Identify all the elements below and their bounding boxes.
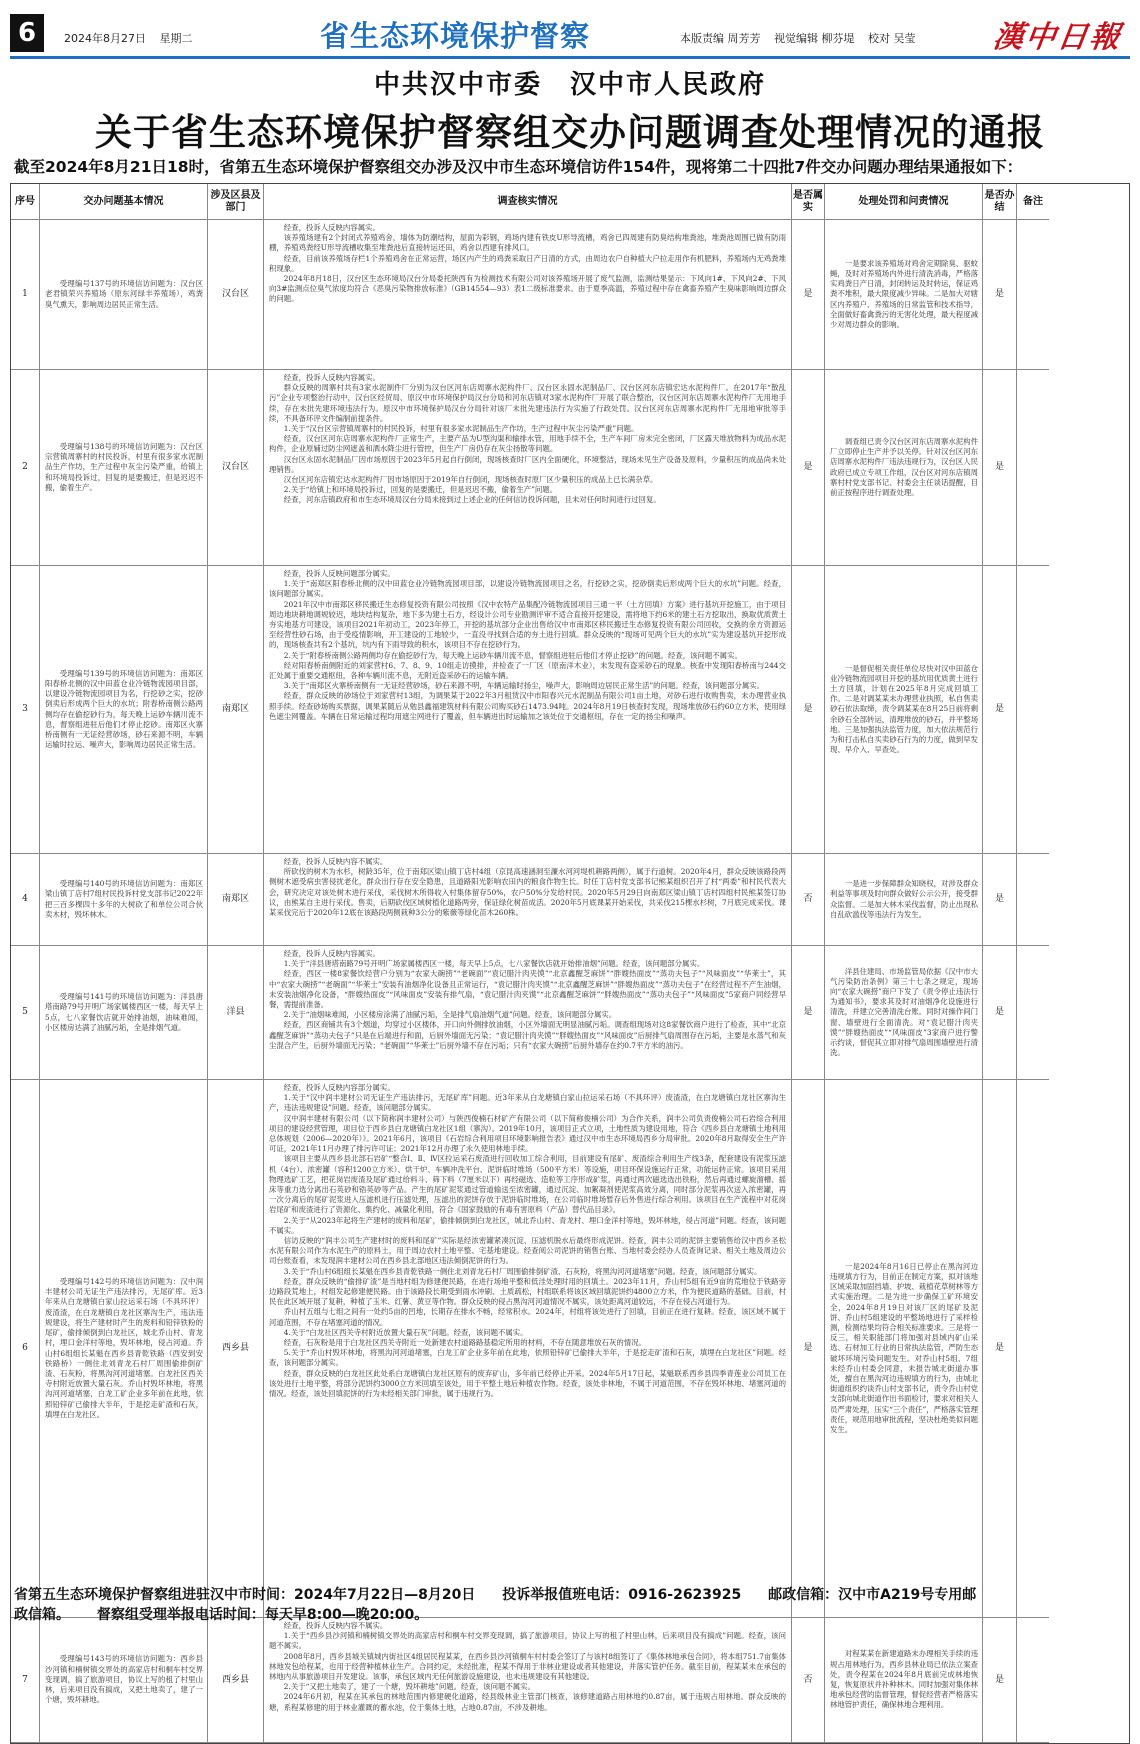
row-number: 3	[11, 566, 40, 854]
closed-flag: 是	[983, 854, 1017, 946]
remarks	[1017, 220, 1049, 370]
handling	[825, 1080, 983, 1618]
findings-paragraph: 1.关于“南郑区阳春桥北侧的汉中田蓝仓业冷链物流园项目部，以建设冷链物流园项目之名，行挖砂之实，挖砂倒卖后形成两个巨大的水坑”问题。经查，该问题部分属实。	[269, 579, 786, 599]
findings-paragraph: 汉中润丰建材有限公司（以下简称润丰建材公司）与陕西俊楠石材矿产有限公司（以下简称俊楠公司）为合作关系，润丰公司负责俊楠公司石岩综合利用项目的建设经营管理，项目位于西乡县白龙塘镇白龙社区1组（寨沟）。2019年10月，该项目正式立项，土地性质为建设用地，符合《西乡县白龙塘镇土地利用总体规划（2006—2020年）》。2021年6月，该项目《石岩综合利用项目环境影响报告表》通过汉中市生态环境局西乡分局审批。2020年8月取得安全生产许可证，2021年11月办理了排污许可证；2021年12月办理了永久使用林地手续。	[269, 1113, 787, 1154]
issue-date: 2024年8月27日	[64, 32, 146, 45]
header-handling: 处理处罚和问责情况	[825, 184, 983, 220]
district: 汉台区	[208, 370, 264, 566]
findings-paragraph: 经查，西区商铺共有3个烟道，均穿过小区楼体，开口向外侧排放油烟，小区外墙面无明显油腻污垢。调查组现场对这8家餐饮商户进行了检查，其中“北京鑫醒芝麻饼”“蒸功夫包子”只是在后端进行和面，后厨外墙面无污染；“袁记腊汁肉夹馍”“胖嫂热面皮”“风味面皮”后厨排气扇周围存在污垢，主要是水蒸气和灰尘混合产生，后厨外墙面无污染；“老碗面”“华莱士”后厨外墙不存在污垢；只有“农家大碗捞”后厨外墙存在约0.7平方米的油污。	[269, 1020, 786, 1050]
header-closed: 是否办结	[983, 184, 1017, 220]
issue-text: 受理编号138号的环境信访问题为：汉台区宗营镇周寨村的村民投诉，村里有很多家水泥制品生产作坊，生产过程中灰尘污染严重，给镇上和环境局投诉过，回复的是要搬迁，但是迟迟不搬，偷着生产。	[45, 441, 203, 492]
verified-flag: 是	[792, 566, 825, 854]
district: 洋县	[208, 946, 264, 1080]
visual-editor-credit: 视觉编辑 柳芬堤	[774, 32, 855, 45]
verified-flag: 是	[792, 220, 825, 370]
header-remarks: 备注	[1017, 184, 1049, 220]
remarks	[1017, 566, 1049, 854]
handling	[825, 1618, 983, 1743]
issue-description	[40, 1080, 208, 1618]
footer-mailbox: 邮政信箱：汉中市A219号专用邮	[768, 1587, 977, 1603]
findings-paragraph: 2021年汉中市南郑区移民搬迁生态修复投资有限公司按照《汉中农特产品集配冷链物流园项目三通一平（土方回填）方案》进行基坑开挖施工，由于项目周边地块耕地调规较迟，地块结构复杂，地下多为建土石方，经设计公司专业勘测评审不适合直接开挖建设，需将地下约6米的建土石方挖取出，换取优质黄土夯实地基方可建设，该项目2021年初动工，2023年停工，开挖的基坑部分企业出售给汉中市南郑区移民搬迁生态修复投资有限公司回收，交换的余方资源运至经营性砂石场，由于受疫情影响，开工建设的工地较少，一直没寻找到合适的夯土进行回填。群众反映的“现场可见两个巨大的水坑”实为建设基坑开挖形成的，现场核查共有2个基坑，坑内有下雨导致的积水，该项目不存在挖砂行为。	[269, 599, 786, 650]
findings-paragraph: 3.关于“南郑区火寨桥南侧有一无证经营砂场，砂石来源不明，车辆运输时扬尘，噪声大，影响周边居民正常生活”的问题。经查，该问题部分属实。	[283, 681, 765, 691]
table-body	[11, 220, 1129, 1743]
findings-paragraph: 2024年6月初，程某在其承包的林地范围内修建硬化道路，经县级林业主管部门核查，该修建道路占用林地约0.87亩，属于违规占用林地。群众反映的塘，系程某修建的用于林业灌溉的蓄水池，位于集体土地，占地0.87亩，不涉及耕地。	[269, 1692, 786, 1712]
findings-paragraph: 经查，投诉人反映内容不属实。	[283, 1621, 388, 1630]
issue-text: 受理编号137号的环境信访问题为：汉台区老君镇荣兴养殖场（原东河绿丰养殖场），鸡粪臭气熏天，影响周边居民正常生活。	[45, 279, 203, 309]
findings-paragraph: 2024年8月18日，汉台区生态环境局汉台分局委托陕西有为检测技术有限公司对该养殖场开展了废气监测，监测结果显示：下风向1#、下风向2#、下风向3#监测点位臭气浓度均符合《恶臭污染物排放标准》（GB14554—93）表1二级标准要求。由于夏季高温，养殖过程中存在禽畜养殖产生臭味影响周边群众的问题。	[269, 274, 786, 304]
handling-text: 一是要求该养殖场对鸡舍定期除臭、驱蚊蝇，及时对养殖场内外进行清洗消毒，严格落实鸡粪日产日清，封闭转运及时转运，保证鸡粪不堆积，最大限度减少异味。二是加大对辖区内养殖户、养殖场的日常监管和技术指导，全面做好畜禽粪污的无害化处理，最大程度减少对周边群众的影响。	[830, 258, 978, 329]
findings	[264, 1618, 792, 1743]
findings	[264, 566, 792, 854]
masthead-rule	[10, 56, 1130, 59]
header-no: 序号	[11, 184, 40, 220]
findings-paragraph: 经查，西区一楼8家餐饮经营户分别为“农家大碗捞”“老碗面”“袁记腊汁肉夹馍”“北京鑫醒芝麻饼”“胖嫂热面皮”“蒸功夫包子”“风味面皮”“华莱士”，其中“农家大碗捞”“老碗面”“华莱士”安装有油烟净化设备且正常运行，“袁记腊汁肉夹馍”“北京鑫醒芝麻饼”“胖嫂热面皮”“蒸功夫包子”在经营过程不产生油烟，未安装油烟净化设备，“胖嫂热面皮”“风味面皮”安装有排气扇，“袁记腊汁肉夹馍”“北京鑫醒芝麻饼”“胖嫂热面皮”“蒸功夫包子”“风味面皮”5家商户同经营早餐，需提前准备。	[269, 969, 786, 1010]
footer-mailbox-cont: 政信箱。	[14, 1607, 70, 1623]
closed-flag: 是	[983, 566, 1017, 854]
closed-flag: 是	[983, 946, 1017, 1080]
header-district: 涉及区县及部门	[208, 184, 264, 220]
section-title: 省生态环境保护督察	[320, 19, 591, 53]
findings-paragraph: 经查，群众反映的“偷排矿渣”是当地村组为修建便民路，在进行场地平整和低洼处理时用的回填土。2023年11月，乔山村5组有近9亩的荒地位于铁路旁边路段荒地上，村组发起修建便民路。由于该路段长期受到雨水冲刷、土质疏松，村组联系将该区域回填泥饼约4800立方米，作为便民道路的基础。目前，村民在此区域开展了复耕，种植了玉米、红薯、黄豆等作物。群众反映的侵占黑沟河河道情况不属实，该处距离河道较远，不存在侵占河道行为。	[269, 1276, 786, 1307]
findings-paragraph: 3.关于“乔山村6组组长某魁在西乡县青乾铁路一侧住北刘青龙石村厂周围偷排倒矿渣、石灰粉，将黑沟河河道堵塞”问题。经查，该问题部分属实。	[283, 1266, 762, 1276]
findings-paragraph: 经对阳春桥南侧附近的刘家营村6、7、8、9、10组走访摸排，并检查了一厂区（原南洋木业），未发现有盗采砂石的现象。核查中发现阳春桥南与244交汇处属于重要交通枢纽，各种车辆川流不息，无附近盗采砂石的运输车辆。	[269, 660, 786, 681]
issues-table	[10, 183, 1130, 1744]
issue-text: 受理编号141号的环境信访问题为：洋县唐塔南路79号开明广场家属楼西区一楼，每天早上5点，七八家餐饮店就开始排油烟，油味难闻，小区楼房达满了油腻污垢，全是排烟气道。	[45, 992, 203, 1032]
verified-flag: 否	[792, 854, 825, 946]
footer-hotline: 投诉举报值班电话：0916-2623925	[502, 1587, 742, 1603]
findings-paragraph: 2.关于“油烟味难闻，小区楼房涂满了油腻污垢，全是排气扇油烟气道”问题。经查，该问题部分属实。	[283, 1010, 617, 1020]
handling-text: 洋县住建局、市场监管局依据《汉中市大气污染防治条例》第三十七条之规定，现场向“农家大碗捞”商户下发了《责令停止违法行为通知书》，要求其及时对油烟净化设施进行清洗，并建立完善清洗台账。同时对操作间门窗、墙壁进行全面清洗。对“袁记腊汁肉夹馍”“胖嫂热面皮”“风味面皮”3家商户进行警示约谈，督促其立即对排气扇周围墙壁进行清洗。	[830, 966, 978, 1058]
findings-paragraph: 乔山村五组与七组之间有一处约5亩的凹地，长期存在排水不畅，经常积水。2024年，村组将该处进行了回填，目前正在进行复耕。经查，该区域不属于河道范围，不存在堵塞河道的情况。	[269, 1307, 786, 1327]
table-row	[11, 1618, 1129, 1743]
table-row	[11, 370, 1129, 566]
findings-paragraph: 经查，投诉人反映内容属实。	[283, 223, 380, 232]
handling-text: 调查组已责令汉台区河东店周寨水泥构件厂立即停止生产并予以关停。针对汉台区河东店周寨水泥构件厂违法违规行为，汉台区人民政府已成立专项工作组，汉台区对河东店镇周寨村村党支部书记、村委会主任谈话提醒，目前正按程序进行调查处理。	[830, 436, 978, 497]
header-issue: 交办问题基本情况	[40, 184, 208, 220]
findings-paragraph: 经查，投诉人反映内容属实。	[283, 373, 380, 382]
handling-text: 一是进一步保障群众知晓权，对涉及群众利益等事项及时向群众做好公示公开，接受群众监督。二是加大林木采伐监督，防止出现私自乱砍滥伐等违法行为发生。	[830, 879, 978, 919]
findings-paragraph: 2.关于“附春桥南侧公路两侧均存在偷挖砂行为，每天晚上运砂车辆川流不息，督察组进驻后他们才停止挖砂”的问题。经查，该问题不属实。	[283, 650, 742, 660]
remarks	[1017, 854, 1049, 946]
handling	[825, 370, 983, 566]
remarks	[1017, 1618, 1049, 1743]
handling-text: 一是2024年8月16日已停止在黑沟河边违规填方行为，目前正在制定方案，拟对该地区域采取加固挡墙、护坡、栽植花草树林等方式实施治理。二是为进一步确保工矿环境安全，2024年8月19日对该厂区的尾矿及泥饼、乔山村5组建设的平整场地进行了采样检测，检测结果均符合相关标准要求。三是将一反三，相关职能部门将加强对县域内矿山采选、石材加工行业的日常执法监管，严防生态破坏环境污染问题发生。对乔山村5组、7组未经乔山村委会同意，未报告城北街道办事处，擅自在黑沟河边违规填方的行为，由城北街道组织约谈乔山村支部书记，责令乔山村党支部向城北街道作出书面检讨，要求对相关人员严肃处理，压实“三个责任”，严格落实管理责任，规范用地审批流程，坚决杜绝类似问题发生。	[830, 1261, 978, 1435]
findings-paragraph: 群众反映的周寨村共有3家水泥制件厂分别为汉台区河东店周寨水泥构件厂、汉台区永固水泥制品厂、汉台区河东店镇宏达水泥构件厂。在2017年“散乱污”企业专项整治行动中，汉台区经贸局、原汉中市环境保护局汉台分局和河东店镇对3家水泥构件厂开展了联合整治，汉台区河东店周寨水泥构件厂无用地手续，存在未批先建环境违法行为。原汉中市环境保护局汉台分局针对该厂未批先建违法行为实施了行政处罚。汉台区河东店周寨水泥构件厂无用地审批等手续，不具备环评文件编制前提条件。	[269, 383, 786, 423]
table-header	[11, 184, 1129, 220]
table-row	[11, 854, 1129, 946]
issue-text: 受理编号142号的环境信访问题为：汉中润丰建材公司无证生产违法排污，无尾矿库。近3年来从白龙塘镇白家山拉运采石场（不具环评）废渣渣，在白龙塘镇白龙社区寨沟生产，违法违规建设，将生产建材时产生的废料和铅锌铁粉的尾矿，偷排倾倒到白龙社区，城北乔山村、青龙村，埋口金洋村等地，毁坏林地，侵占河道。乔山村6组组长某魁在西乡县青乾铁路（西安到安铁路桥）一侧住北刘青龙石村厂周围偷排倒矿渣、石灰粉，将黑沟河河道堵塞。白龙社区西关寺村附近放置大量石灰。乔山村毁坏林地，将黑沟河河道堵塞，白龙工矿企业多年前在此地，依照铅锌矿已偷排大半年，于是挖走矿渣和石灰，填埋在白龙社区。	[45, 1277, 203, 1419]
handling-text: 对程某某在新建道路未办理相关手续的违规占用林地行为，西乡县林业局已依法立案查处，责令程某在2024年8月底前完成林地恢复，恢复原状并补种林木。同时加强对集体林地承包经营的监督管理，督促经营者严格落实林地管护责任，确保林地合理利用。	[830, 1649, 978, 1710]
footer-period: 省第五生态环境保护督察组进驻汉中市时间：2024年7月22日—8月20日	[14, 1587, 476, 1603]
issue-description	[40, 220, 208, 370]
findings-paragraph: 汉台区河东店镇宏达水泥构件厂因市场原因于2019年自行倒闭，现场核查时原厂区少量积压的成品上已长满杂草。	[283, 475, 658, 485]
closed-flag: 是	[983, 1618, 1017, 1743]
findings-paragraph: 该养殖场建有2个封闭式养殖鸡舍，墙体为防潮结构，屋面为彩钢，鸡场内建有铁皮U形导流槽，鸡舍已四周建有防臭结构堆粪池，堆粪池周围已做有防雨棚，养殖鸡粪经U形导流槽收集至堆粪池后直接转运还田，鸡舍以西建有排风口。	[269, 233, 786, 253]
headline: 关于省生态环境保护督察组交办问题调查处理情况的通报	[95, 111, 1045, 154]
issue-description	[40, 946, 208, 1080]
table-row	[11, 566, 1129, 854]
district: 西乡县	[208, 1618, 264, 1743]
footer-hours: 督察组受理举报电话时间：每天早8:00—晚20:00。	[96, 1607, 429, 1623]
findings-paragraph: 经查，石灰粉是用于白龙社区西关寺附近一处新建农村道路路基稳定所用的材料，不存在随意堆放石灰的情况。	[283, 1338, 646, 1348]
row-number: 6	[11, 1080, 40, 1618]
findings-paragraph: 4.关于“白龙社区西关寺村附近放置大量石灰”问题。经查，该问题不属实。	[283, 1327, 528, 1337]
findings-paragraph: 5.关于“乔山村毁坏林地，将黑沟河河道堵塞，白龙工矿企业多年前在此地，依照铅锌矿已偷排大半年，于是挖走矿渣和石灰，填埋在白龙社区”问题。经查，该问题部分属实。	[269, 1348, 786, 1368]
verified-flag: 否	[792, 1618, 825, 1743]
footer-line-1	[14, 1585, 1130, 1605]
issue-text: 受理编号143号的环境信访问题为：西乡县沙河镇和楠树镇交界处的高家店村和桐车村交界变现调，搞了旅游项目，协议上写的租了村里山林，后来项目没有搞成，又把土地卖了，建了一个塘，毁坏耕地。	[45, 1654, 203, 1705]
editor-credit: 本版责编 周芳芳	[680, 32, 761, 45]
verified-flag: 是	[792, 370, 825, 566]
handling	[825, 854, 983, 946]
intro-paragraph: 截至2024年8月21日18时，省第五生态环境保护督察组交办涉及汉中市生态环境信访件154件，现将第二十四批7件交办问题办理结果通报如下：	[14, 158, 1023, 176]
findings-paragraph: 经查，投诉人反映问题部分属实。	[283, 569, 395, 578]
handling	[825, 220, 983, 370]
row-number: 1	[11, 220, 40, 370]
table-row	[11, 220, 1129, 370]
header-findings: 调查核实情况	[264, 184, 792, 220]
findings-paragraph: 汉台区永固水泥制品厂因市场原因于2023年5月起自行倒闭，现场核查时厂区内全面硬化，环境整洁，现场未见生产设备及原料，少量积压的成品尚未处理销售。	[269, 454, 786, 474]
row-number: 5	[11, 946, 40, 1080]
findings	[264, 854, 792, 946]
findings-paragraph: 经查，群众反映的白龙社区此处系白龙塘镇白龙社区原有的废弃矿山，多年前已经停止开采。2024年5月17日起，某魁联系西乡县四季青莲业公司员工在该处进行土地平整，将部分泥饼约3000立方米回填至该处，用于平整土地后种植农作物。经查，该处非林地，不属于河道范围，不存在毁坏林地、堵塞河道的情况。经查，该处回填泥饼的行为未经相关部门审批，属于违规行为。	[269, 1368, 786, 1399]
remarks	[1017, 946, 1049, 1080]
page-number: 6	[10, 14, 44, 52]
remarks	[1017, 370, 1049, 566]
footer-line-2	[14, 1605, 1130, 1625]
findings-paragraph: 经查，河东店镇政府和市生态环境局汉台分局未接到过上述企业的任何信访投诉问题，且未对任何时间进行过回复。	[283, 495, 661, 505]
remarks	[1017, 1080, 1049, 1618]
header-verified: 是否属实	[792, 184, 825, 220]
closed-flag: 是	[983, 370, 1017, 566]
issue-text: 受理编号139号的环境信访问题为：南郑区阳春桥北侧的汉中田蓝仓业冷链物流园项目部，以建设冷链物流园项目为名，行挖砂之实，挖砂倒卖后形成两个巨大的水坑；附春桥南侧公路两侧均存在偷挖砂行为，每天晚上运砂车辆川流不息，督察组进驻后他们才停止挖砂。南郑区火寨桥南侧有一无证经营砂场，砂石来源不明，车辆运输时拉运、噪声大，影响周边居民正常生活。	[45, 668, 203, 750]
table-row	[11, 1080, 1129, 1618]
findings-paragraph: 经查，投诉人反映内容部分属实。	[283, 1083, 395, 1092]
row-number: 2	[11, 370, 40, 566]
district: 南郑区	[208, 566, 264, 854]
findings-paragraph: 2.关于“从2023年起将生产建材的废料和尾矿，偷排倾倒到白龙社区，城北乔山村、青龙村、埋口金洋村等地，毁坏林地，侵占河道”问题。经查，该问题不属实。	[269, 1215, 786, 1235]
findings-paragraph: 经查，目前该养殖场存栏1个养殖鸡舍在正常运营，场区内产生的鸡粪采取日产日清的方式，由周边农户自种植大户拉走用作有机肥料，养殖场内无鸡粪堆积现象。	[269, 253, 786, 273]
closed-flag: 是	[983, 220, 1017, 370]
date-line	[64, 30, 203, 46]
issue-description	[40, 1618, 208, 1743]
issue-description	[40, 370, 208, 566]
verified-flag: 是	[792, 1080, 825, 1618]
closed-flag: 是	[983, 1080, 1017, 1618]
district: 西乡县	[208, 1080, 264, 1618]
findings-paragraph: 经查，投诉人反映内容不属实。	[283, 857, 388, 866]
findings-paragraph: 经查，群众反映的砂场位于刘家营村13组，为调果某于2022年3月租赁汉中市阳春兴元水泥制品有限公司1亩土地，对砂石进行收购售卖，未办理营业执照手续。经查砂场购买票据，调果某随后从勉县鑫福建筑材料有限公司购买砂石1473.94吨。2024年8月19日核查时发现，现场堆放砂石约60立方米，使用绿色遮尘网覆盖。车辆在日常运输过程均用遮尘网进行了覆盖，但车辆进出时运输加之该处位于交通枢纽，存在一定的扬尘和噪声。	[269, 691, 786, 721]
issue-description	[40, 854, 208, 946]
findings-paragraph: 2.关于“又把土地卖了，建了一个塘，毁坏耕地”问题。经查，该问题不属实。	[283, 1682, 535, 1692]
findings-paragraph: 1.关于“西乡县沙河镇和楠树镇交界处的高家店村和桐车村交界变现调，搞了旅游项目，协议上写的租了村里山林，后来项目没有搞成”问题。经查，该问题不属实。	[269, 1631, 786, 1651]
table-row	[11, 946, 1129, 1080]
issue-weekday: 星期二	[159, 32, 193, 45]
findings	[264, 220, 792, 370]
district: 汉台区	[208, 220, 264, 370]
findings	[264, 370, 792, 566]
findings-paragraph: 1.关于“汉中润丰建材公司无证生产违法排污，无尾矿库”问题。近3年来从白龙塘镇白家山拉运采石场（不具环评）废渣渣，在白龙塘镇白龙社区寨沟生产，违法违规建设”问题。经查，该问题部分属实。	[269, 1093, 786, 1113]
findings-paragraph: 1.关于“洋县唐塔南路79号开明广场家属楼西区一楼，每天早上5点，七八家餐饮店就开始排油烟”问题。经查，该问题部分属实。	[283, 959, 705, 969]
findings-paragraph: 信访反映的“润丰公司生产建材时的废料和尾矿”实际是经浓密罐紧凑沉淀、压滤机脱水后最终形成泥饼。经查，润丰公司的泥饼主要销售给汉中西乡圣松水泥有限公司作为水泥生产的原料土，用于周边农村土地平整、宅基地建设。经查阅公司泥饼的销售台账、当地村委会经办人员查询记录、相关土地及周边公司台账查看，未发现润丰建材公司在西乡县北部地区违法倾倒泥饼的行为。	[269, 1236, 786, 1266]
findings-paragraph: 所砍伐的树木为水杉，树龄35年，位于南郑区梁山镇丁店村4组（京昆高速涵洞至濂水河河堤机耕路两侧），属于行道树。2020年4月，群众反映该路段两侧树木遮受病虫害侵扰老化，群众出行存在安全隐患，且道路阳光影响农田内的粮食作物生长。时任丁店村党支部书记熊某组织召开了村“两委”和村民代表大会，研究决定对该处树木进行采伐，采伐树木所得收入村集体留存50%，农户50%分发给村民。2020年5月29日向南郑区梁山镇丁店村四组村民熊某签订协议，由熊某自主进行采伐。售卖，后期砍伐区域树植化道路两旁，保证绿化树苗成活。2020年5月底课某开始采伐，共采伐215棵水杉树，7月底完成采伐。课某采伐完后于2020年12底在该路段两侧栽种3公分的紫薇等绿化苗木260株。	[269, 867, 786, 918]
footer-notice	[14, 1585, 1130, 1625]
findings-paragraph: 经查，汉台区河东店周寨水泥构件厂正常生产，主要产品为U型沟渠和输排水管，用地手续不全，生产车间厂房未完全密闭，厂区露天堆放物料为成品水泥构件，企业原辅过防尘网遮盖和洒水降尘进行管控，但生产厂房仍存在灰尘扬散等问题。	[269, 434, 786, 454]
proofreader-credit: 校对 吴莹	[868, 32, 916, 45]
findings-paragraph: 该项目主要从西乡县北部石岩矿“整合Ⅰ、Ⅱ、Ⅳ区拉运采石废渣进行回收加工综合利用，目前建设有尾矿、废渣综合利用生产线3条，配套建设有泥浆压滤机（4台）、浓密罐（容积1200立方米）、烘干炉、车辆冲洗平台、泥饼临时堆场（500平方米）等设施，项目环保设施运行正常，功能运转正常。该项目采用物理选矿工艺，把花岗岩废渣及尾矿通过给料斗、筛下料（7厘米以下）再经磁选、造粒等工序形成矿浆，再通过两次磁选选出铁粉，然后再通过螺旋溜槽、摇床等重力选分离出石英砂和锆英砂等产品。产生的尾矿泥浆通过管道输送至浓密罐，通过沉淀、加絮凝剂使泥浆高效分离，同时部分泥浆再次送入浓密罐，再一次分离后的尾矿泥浆进入压滤机进行压滤处理，压滤出的泥饼存放于泥饼临时堆场，在公司临时堆场暂存后外售进行综合利用。该项目在生产流程中对花岗岩尾矿和废渣进行了资源化、集约化、减量化利用，符合《国家鼓励的有毒有害原料（产品）替代品目录》。	[269, 1154, 786, 1215]
issue-description	[40, 566, 208, 854]
staff-credits	[680, 30, 926, 46]
issue-text: 受理编号140号的环境信访问题为：南郑区梁山镇丁店村7组村民投诉村党支部书记2022年把三百多棵四十多年的大树砍了和单位公司合伙卖木材，毁坏林木。	[45, 879, 203, 919]
findings	[264, 946, 792, 1080]
findings-paragraph: 1.关于“汉台区宗营镇周寨村的村民投诉，村里有很多家水泥制品生产作坊，生产过程中灰尘污染严重”问题。	[283, 424, 639, 434]
findings-paragraph: 2.关于“给镇上和环境局投诉过，回复的是要搬迁，但是迟迟不搬，偷着生产”问题。	[283, 485, 558, 495]
row-number: 7	[11, 1618, 40, 1743]
verified-flag: 是	[792, 946, 825, 1080]
handling	[825, 946, 983, 1080]
handling-text: 一是督促相关责任单位尽快对汉中田蓝仓业冷链物流园项目开挖的基坑用优质黄土进行土方回填，计划在2025年8月完成回填工作。二是对调某某未办理营业执照，私自售卖砂石依法取缔，责令调某某在8月25日前将剩余砂石全部转运，清理堆放的砂石，并平整场地。三是加强执法监管力度，加大依法规范行为和打击私自买卖砂石行为的力度，做到早发现、早介入、早查处。	[830, 663, 978, 755]
district: 南郑区	[208, 854, 264, 946]
masthead	[0, 0, 1140, 56]
newspaper-logo: 漢中日報	[991, 20, 1124, 55]
row-number: 4	[11, 854, 40, 946]
findings	[264, 1080, 792, 1618]
issuer-line: 中共汉中市委 汉中市人民政府	[373, 70, 766, 100]
findings-paragraph: 经查，投诉人反映内容属实。	[283, 949, 380, 958]
findings-paragraph: 2008年8月，西乡县城关镇城内街社区4组居民程某某，在西乡县沙河镇桐车村村委会签订了与该村8组签订了《集体林地承包合同》，将本组751.7亩集体林地发包给程某，也用于经营种植林业生产。合同约定，未经批准，程某不得用于非林业建设或者其他建设，并落实管护任务。截至目前，程某某未在承包的林地内从事旅游项目开发建设。该事，承包区域内无任何旅游设施建设，也未违规建设有其他建设。	[269, 1651, 786, 1682]
handling	[825, 566, 983, 854]
